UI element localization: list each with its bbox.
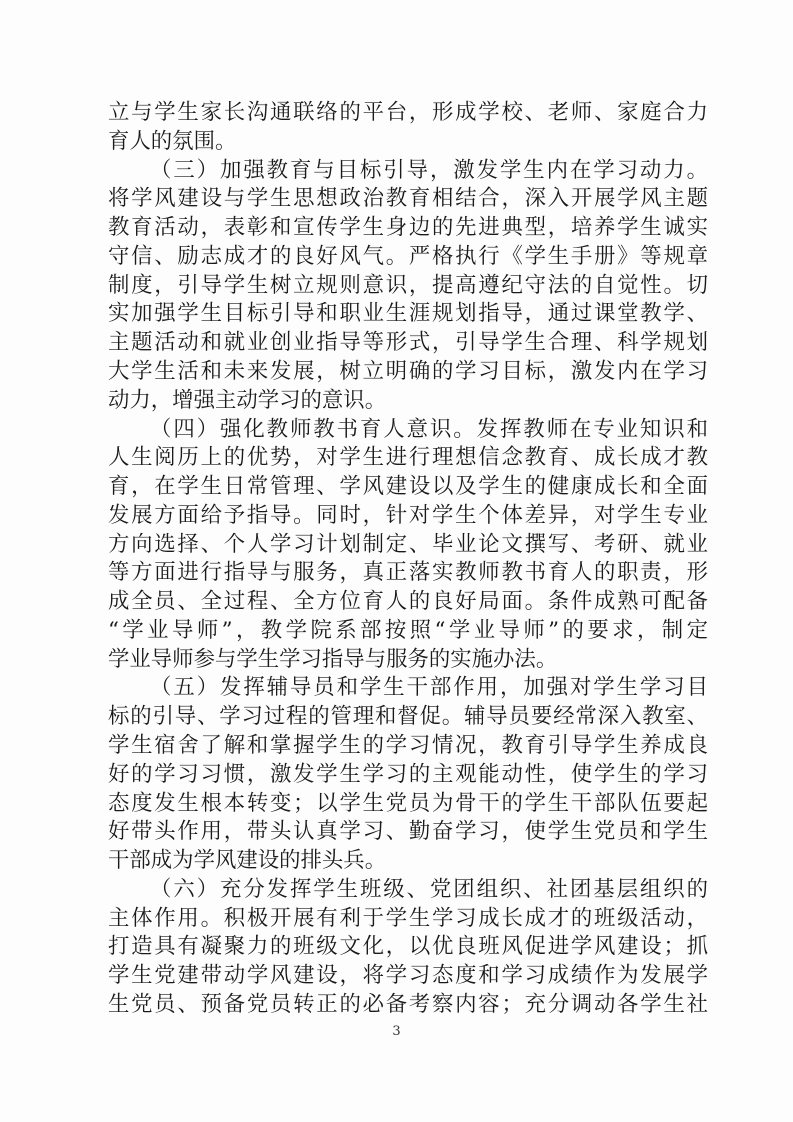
paragraph-heading-line: （四）强化教师教书育人意识。发挥教师在专业知识和 [150,417,708,442]
text-line: 制度，引导学生树立规则意识，提高遵纪守法的自觉性。切 [108,273,708,298]
text-line: 教育活动，表彰和宣传学生身边的先进典型，培养学生诚实 [108,215,708,240]
text-line: 育人的氛围。 [108,129,237,154]
text-line: 学业导师参与学生学习指导与服务的实施办法。 [108,647,558,672]
text-line: 大学生活和未来发展，树立明确的学习目标，激发内在学习 [108,359,708,384]
text-line: 守信、励志成才的良好风气。严格执行《学生手册》等规章 [108,244,708,269]
text-line: 发展方面给予指导。同时，针对学生个体差异，对学生专业 [108,503,708,528]
text-line: 主题活动和就业创业指导等形式，引导学生合理、科学规划 [108,330,708,355]
text-line: 好带头作用，带头认真学习、勤奋学习，使学生党员和学生 [108,819,708,844]
text-line: 人生阅历上的优势，对学生进行理想信念教育、成长成才教 [108,445,708,470]
text-line: 态度发生根本转变；以学生党员为骨干的学生干部队伍要起 [108,791,708,816]
text-line: 学生党建带动学风建设，将学习态度和学习成绩作为发展学 [108,963,708,988]
text-line: 标的引导、学习过程的管理和督促。辅导员要经常深入教室、 [108,704,708,729]
text-line: 等方面进行指导与服务，真正落实教师教书育人的职责，形 [108,560,708,585]
text-line: 好的学习习惯，激发学生学习的主观能动性，使学生的学习 [108,762,708,787]
text-line: 打造具有凝聚力的班级文化，以优良班风促进学风建设；抓 [108,934,708,959]
text-line: “学业导师”，教学院系部按照“学业导师”的要求，制定 [108,618,708,643]
text-line: 动力，增强主动学习的意识。 [108,388,387,413]
text-line: 实加强学生目标引导和职业生涯规划指导，通过课堂教学、 [108,301,708,326]
text-line: 育，在学生日常管理、学风建设以及学生的健康成长和全面 [108,474,708,499]
text-line: 方向选择、个人学习计划制定、毕业论文撰写、考研、就业 [108,532,708,557]
text-line: 生党员、预备党员转正的必备考察内容；充分调动各学生社 [108,992,708,1017]
text-line: 立与学生家长沟通联络的平台，形成学校、老师、家庭合力 [108,100,708,125]
paragraph-heading-line: （六）充分发挥学生班级、党团组织、社团基层组织的 [150,877,708,902]
text-line: 干部成为学风建设的排头兵。 [108,848,387,873]
paragraph-heading-line: （三）加强教育与目标引导，激发学生内在学习动力。 [150,158,708,183]
text-line: 将学风建设与学生思想政治教育相结合，深入开展学风主题 [108,186,708,211]
text-line: 主体作用。积极开展有利于学生学习成长成才的班级活动， [108,906,708,931]
page-number: 3 [392,1024,401,1039]
text-line: 学生宿舍了解和掌握学生的学习情况，教育引导学生养成良 [108,733,708,758]
text-line: 成全员、全过程、全方位育人的良好局面。条件成熟可配备 [108,589,708,614]
paragraph-heading-line: （五）发挥辅导员和学生干部作用，加强对学生学习目 [150,675,708,700]
